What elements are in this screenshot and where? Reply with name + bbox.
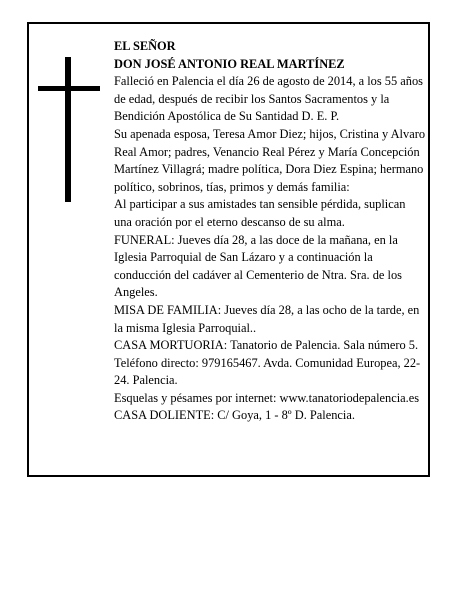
internet-condolences: Esquelas y pésames por internet: www.tanatoriodepalencia.es	[114, 390, 420, 405]
obituary-text	[114, 38, 426, 425]
funeral-info: FUNERAL: Jueves día 28, a las doce de la mañana, en la Iglesia Parroquial de San Lázaro y a continuación la conducción del cadáver al Cementerio de Ntra. Sra. de los Angeles.	[114, 232, 402, 300]
prayer-request: Al participar a sus amistades tan sensible pérdida, suplican una oración por el eterno descanso de su alma.	[114, 197, 406, 229]
family-mass-info: MISA DE FAMILIA: Jueves día 28, a las ocho de la tarde, en la misma Iglesia Parroquial..	[114, 302, 420, 335]
family-list: Su apenada esposa, Teresa Amor Diez; hijos, Cristina y Alvaro Real Amor; padres, Venancio Real Pérez y María Concepción Martínez Villagrá; madre política, Dora Diez Espina; hermano político, sobrinos, tías, primos y demás familia:	[114, 126, 426, 194]
deceased-name: DON JOSÉ ANTONIO REAL MARTÍNEZ	[114, 56, 345, 71]
mortuary-info: CASA MORTUORIA: Tanatorio de Palencia. Sala número 5. Teléfono directo: 979165467. Avda. Comunidad Europea, 22-24. Palencia.	[114, 338, 421, 388]
heading-title: EL SEÑOR	[114, 39, 176, 53]
death-announcement: Falleció en Palencia el día 26 de agosto de 2014, a los 55 años de edad, después de recibir los Santos Sacramentos y la Bendición Apostólica de Su Santidad D. E. P.	[114, 74, 423, 124]
obituary-notice	[27, 22, 430, 477]
latin-cross-icon	[38, 57, 100, 202]
mourning-house: CASA DOLIENTE: C/ Goya, 1 - 8º D. Palencia.	[114, 408, 355, 423]
